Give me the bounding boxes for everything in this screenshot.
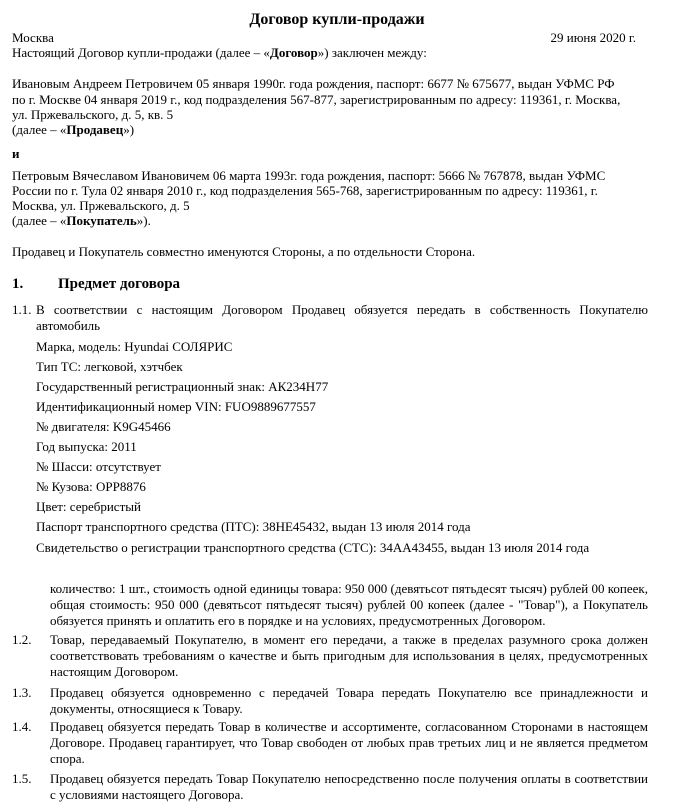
intro-pre: Настоящий Договор купли-продажи (далее – «: [12, 45, 270, 60]
buyer-line-3: Москва, ул. Пржевальского, д. 5: [12, 198, 190, 213]
clause-text-1-3: Продавец обязуется одновременно с передачей Товара передать Покупателю все принадлежности и документы, относящиеся к Товару.: [50, 685, 648, 716]
city: Москва: [12, 30, 54, 45]
spec-body: № Кузова: OPP8876: [36, 479, 146, 494]
clause-number-1-4: 1.4.: [12, 719, 32, 734]
spec-sts: Свидетельство о регистрации транспортного средства (СТС): 34АА43455, выдан 13 июля 2014 года: [36, 540, 590, 555]
contract-date: 29 июня 2020 г.: [550, 30, 636, 45]
section-number: 1.: [12, 276, 24, 292]
spec-vin: Идентификационный номер VIN: FUO9889677557: [36, 399, 316, 414]
intro-line: [12, 45, 427, 61]
seller-line-3: ул. Пржевальского, д. 5, кв. 5: [12, 107, 174, 122]
clause-text-1-2: Товар, передаваемый Покупателю, в момент его передачи, а также в пределах разумного срока должен соответствовать требованиям о качестве и быть пригодным для использования в целях, предусмотренных настоящим Договором.: [50, 632, 648, 679]
spec-pts: Паспорт транспортного средства (ПТС): 38НЕ45432, выдан 13 июля 2014 года: [36, 519, 471, 534]
seller-alias-pre: (далее – «: [12, 122, 67, 137]
quantity-price-text: количество: 1 шт., стоимость одной единицы товара: 950 000 (девятьсот пятьдесят тысяч) рублей 00 копеек, общая стоимость: 950 000 (девятьсот пятьдесят тысяч) рублей 00 копеек (далее - "Товар"), а Покупатель обязуется принять и оплатить его в порядке и на условиях, предусмотренных Договором.: [50, 581, 648, 628]
document-title: Договор купли-продажи: [249, 11, 425, 28]
spec-plate: Государственный регистрационный знак: АК234Н77: [36, 379, 329, 394]
intro-post: ») заключен между:: [317, 45, 427, 60]
spec-engine: № двигателя: K9G45466: [36, 419, 171, 434]
clause-number-1-3: 1.3.: [12, 685, 32, 700]
seller-alias-bold: Продавец: [66, 122, 124, 137]
seller-alias-post: »): [123, 122, 135, 137]
clause-text-1-1: В соответствии с настоящим Договором Продавец обязуется передать в собственность Покупателю автомобиль: [36, 302, 648, 333]
clause-text-1-5: Продавец обязуется передать Товар Покупателю непосредственно после получения оплаты в соответствии с условиями настоящего Договора.: [50, 771, 648, 802]
parties-note: Продавец и Покупатель совместно именуются Стороны, а по отдельности Сторона.: [12, 244, 476, 259]
seller-line-2: по г. Москве 04 января 2019 г., код подразделения 567-877, зарегистрированным по адресу: 119361, г. Москва,: [12, 92, 621, 107]
spec-color: Цвет: серебристый: [36, 499, 141, 514]
seller-line-1: Ивановым Андреем Петровичем 05 января 1990г. года рождения, паспорт: 6677 № 675677, выдан УФМС РФ: [12, 76, 615, 91]
clause-text-1-4: Продавец обязуется передать Товар в количестве и ассортименте, согласованном Сторонами в настоящем Договоре. Продавец гарантирует, что Товар свободен от любых прав третьих лиц и не является предметом спора.: [50, 719, 648, 766]
section-title: Предмет договора: [58, 276, 181, 292]
buyer-line-1: Петровым Вячеславом Ивановичем 06 марта 1993г. года рождения, паспорт: 5666 № 767878, выдан УФМС: [12, 168, 606, 183]
buyer-alias: [12, 213, 151, 229]
spec-make-model: Марка, модель: Hyundai СОЛЯРИС: [36, 339, 233, 354]
and-word: и: [12, 146, 20, 161]
clause-number-1-2: 1.2.: [12, 632, 32, 647]
buyer-alias-post: »).: [136, 213, 151, 228]
buyer-line-2: России по г. Тула 02 января 2010 г., код подразделения 565-768, зарегистрированным по адресу: 119361, г.: [12, 183, 598, 198]
spec-vehicle-type: Тип ТС: легковой, хэтчбек: [36, 359, 183, 374]
seller-alias: [12, 122, 134, 138]
clause-number-1-5: 1.5.: [12, 771, 32, 786]
buyer-alias-bold: Покупатель: [66, 213, 137, 228]
buyer-alias-pre: (далее – «: [12, 213, 67, 228]
clause-number-1-1: 1.1.: [12, 302, 32, 317]
intro-bold: Договор: [269, 45, 318, 60]
spec-year: Год выпуска: 2011: [36, 439, 137, 454]
spec-chassis: № Шасси: отсутствует: [36, 459, 161, 474]
